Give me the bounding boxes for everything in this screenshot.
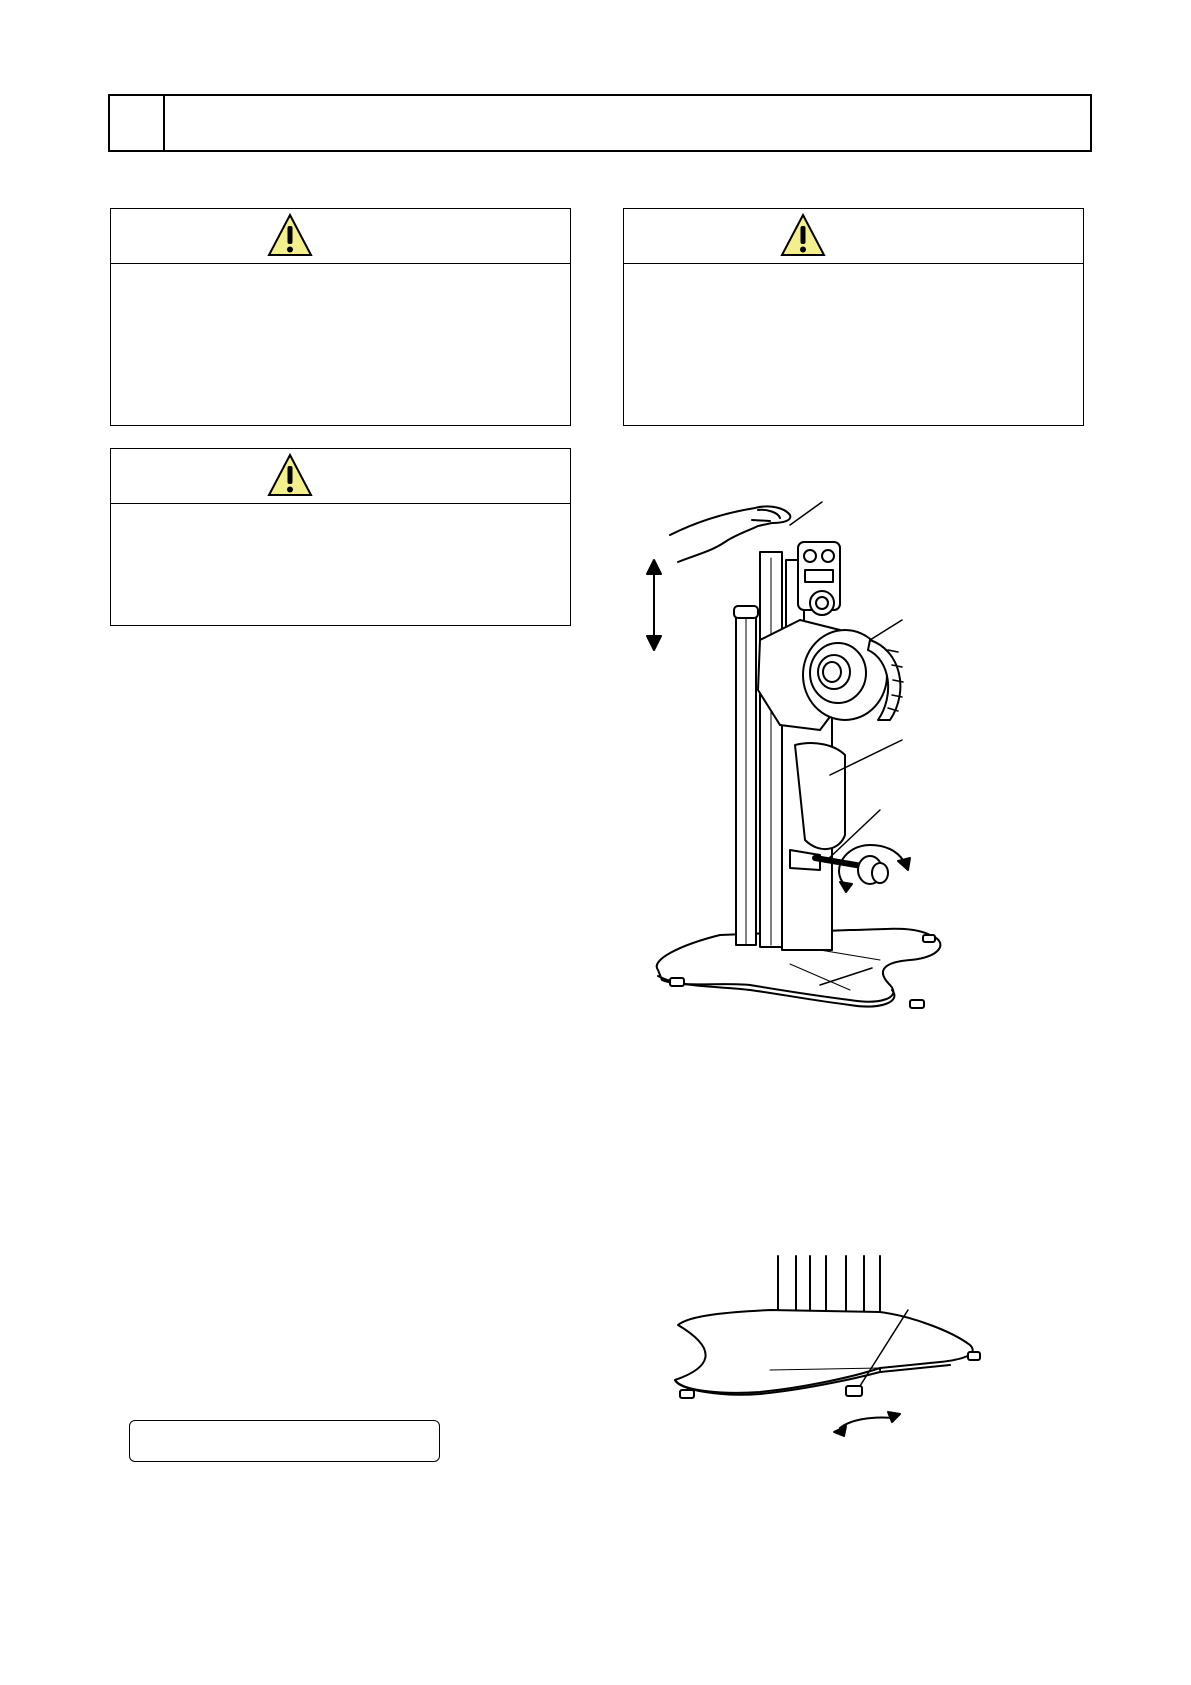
caution-box-1 xyxy=(110,208,571,426)
section-number xyxy=(110,96,165,150)
warning-triangle-icon xyxy=(779,212,827,258)
stand-illustration xyxy=(640,490,970,1030)
caution-header xyxy=(111,209,570,264)
warning-triangle-icon xyxy=(266,212,314,258)
note-box xyxy=(129,1420,440,1462)
warning-triangle-icon xyxy=(266,452,314,498)
section-title-bar xyxy=(108,94,1092,152)
caution-box-2 xyxy=(623,208,1084,426)
base-adjuster-illustration xyxy=(650,1250,1000,1450)
adjustable-foot xyxy=(846,1386,862,1396)
caution-box-3 xyxy=(110,448,571,626)
caution-header xyxy=(111,449,570,504)
caution-header xyxy=(624,209,1083,264)
